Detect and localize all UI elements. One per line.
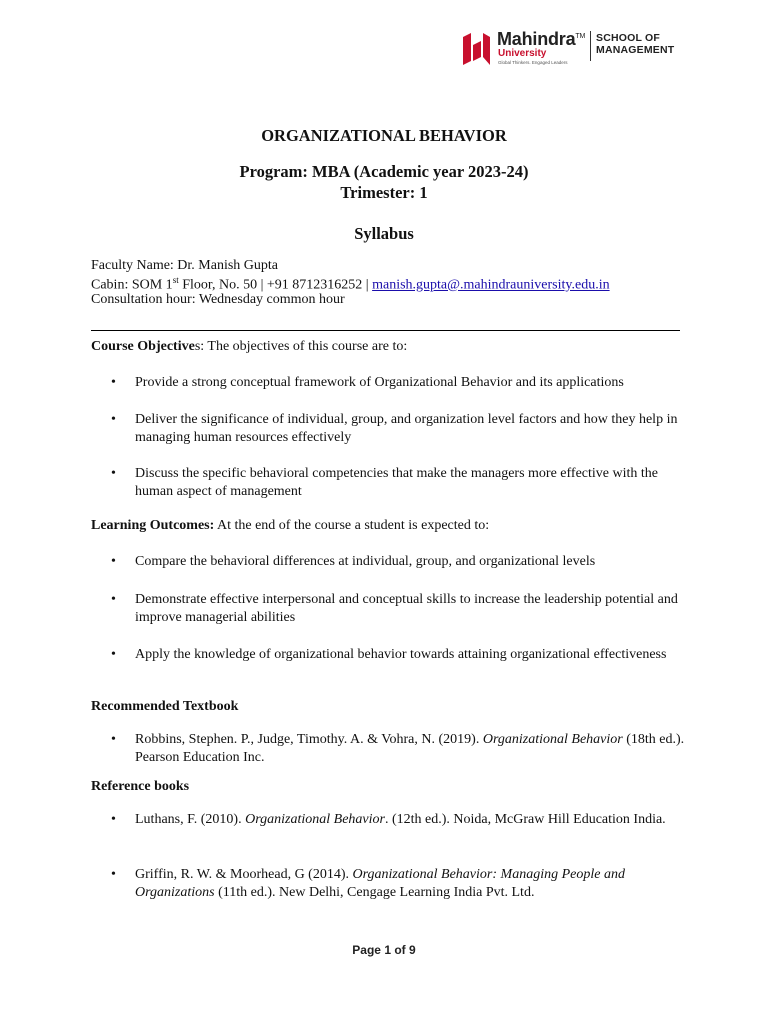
page-number: Page 1 of 9 bbox=[352, 943, 416, 957]
consultation-hour: Consultation hour: Wednesday common hour bbox=[91, 292, 345, 307]
bullet-icon: • bbox=[111, 554, 116, 569]
bullet-icon: • bbox=[111, 647, 116, 662]
faculty-name: Faculty Name: Dr. Manish Gupta bbox=[91, 258, 279, 273]
university-logo bbox=[461, 28, 691, 70]
cabin-info: Cabin: SOM 1st Floor, No. 50 | +91 8712316252 | manish.gupta@.mahindrauniversity.edu.in bbox=[91, 275, 610, 293]
outcomes-heading: Learning Outcomes: At the end of the course a student is expected to: bbox=[91, 518, 490, 533]
bullet-icon: • bbox=[111, 412, 116, 427]
course-title: ORGANIZATIONAL BEHAVIOR bbox=[261, 126, 507, 145]
faculty-email-link[interactable]: manish.gupta@.mahindrauniversity.edu.in bbox=[372, 277, 610, 293]
logo-trademark: TM bbox=[575, 33, 586, 40]
logo-brand: Mahindra™ bbox=[497, 29, 586, 49]
references-heading: Reference books bbox=[91, 779, 190, 794]
trimester-line: Trimester: 1 bbox=[340, 183, 428, 202]
bullet-icon: • bbox=[111, 466, 116, 481]
logo-tagline: Global Thinkers. Engaged Leaders bbox=[498, 60, 568, 65]
objectives-heading: Course Objectives: The objectives of this course are to: bbox=[91, 339, 408, 354]
logo-divider bbox=[590, 31, 591, 61]
bullet-icon: • bbox=[111, 592, 116, 607]
textbook-heading: Recommended Textbook bbox=[91, 699, 239, 714]
section-divider bbox=[91, 330, 680, 331]
logo-university: University bbox=[498, 48, 547, 59]
logo-school-name: SCHOOL OF MANAGEMENT bbox=[596, 32, 675, 56]
bullet-icon: • bbox=[111, 812, 116, 827]
syllabus-heading: Syllabus bbox=[354, 224, 414, 243]
program-line: Program: MBA (Academic year 2023-24) bbox=[239, 162, 529, 181]
bullet-icon: • bbox=[111, 867, 116, 882]
mahindra-logo-mark-icon bbox=[461, 31, 491, 67]
bullet-icon: • bbox=[111, 375, 116, 390]
bullet-icon: • bbox=[111, 732, 116, 747]
